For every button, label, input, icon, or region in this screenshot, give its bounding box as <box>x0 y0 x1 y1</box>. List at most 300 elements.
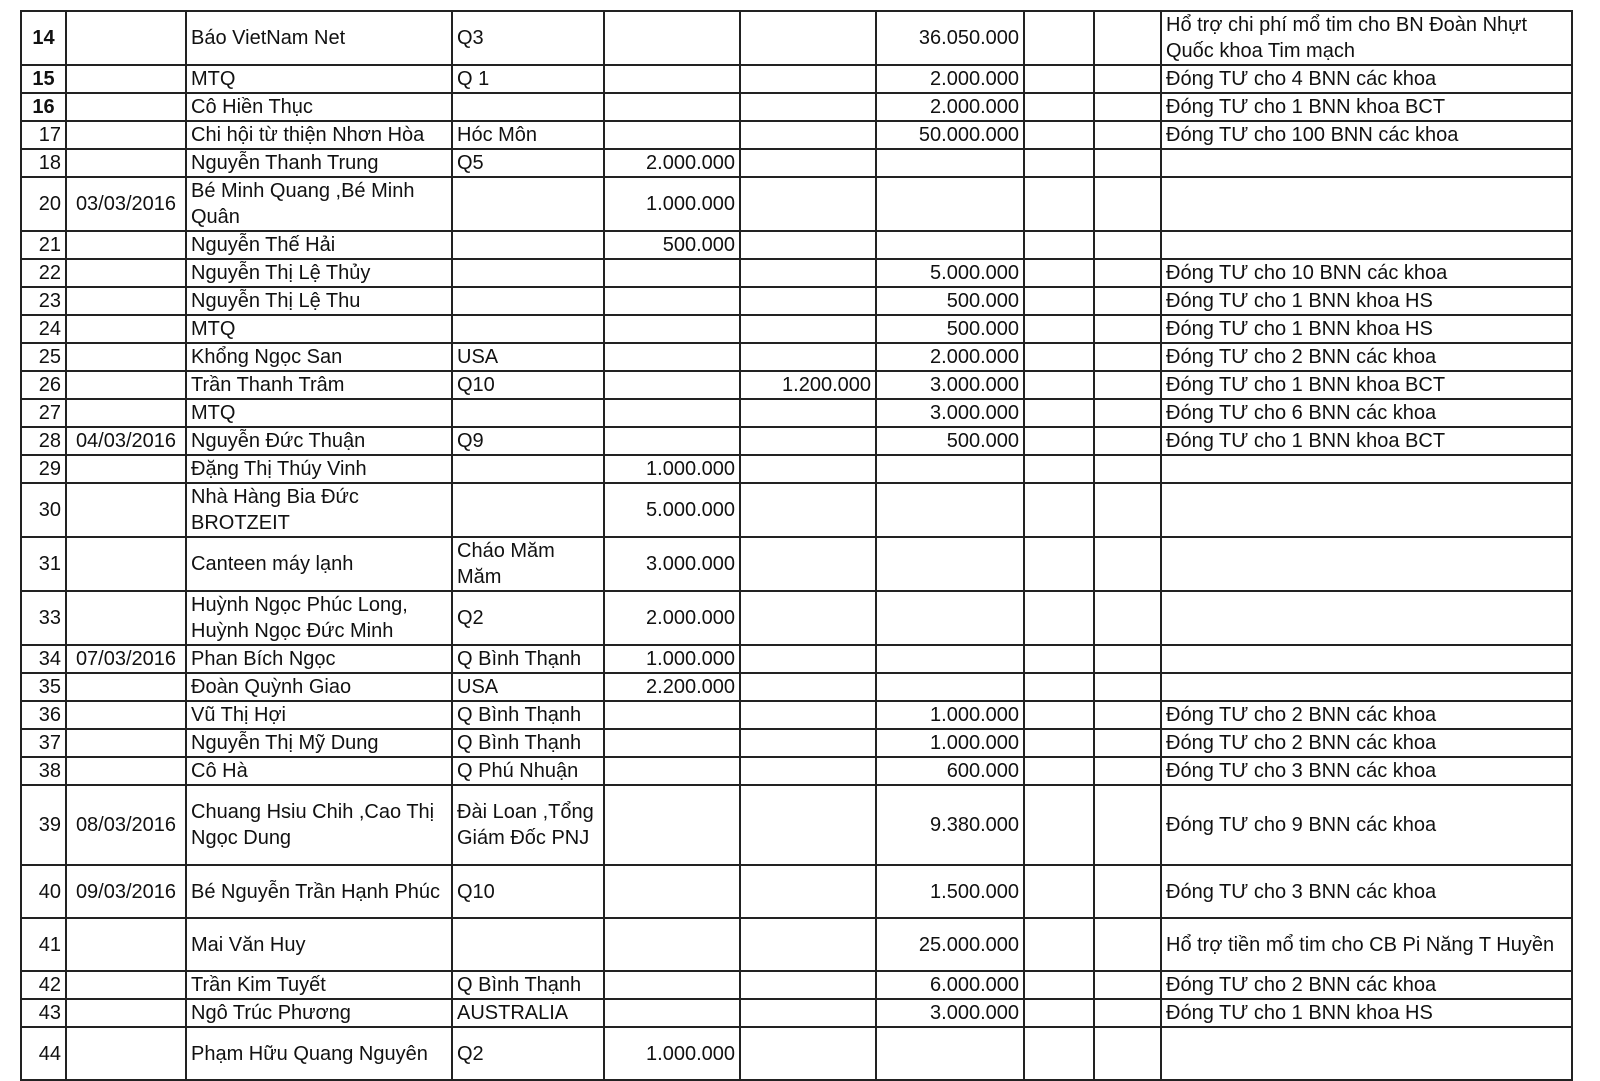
cell-extra-2 <box>1094 287 1161 315</box>
cell-amount-3 <box>876 149 1024 177</box>
cell-date <box>66 971 186 999</box>
table-row <box>21 121 1572 149</box>
table-row <box>21 427 1572 455</box>
cell-amount-2 <box>740 287 876 315</box>
cell-name: Bé Minh Quang ,Bé Minh Quân <box>186 177 452 231</box>
cell-amount-1 <box>604 11 740 65</box>
cell-stt: 22 <box>21 259 66 287</box>
cell-date <box>66 315 186 343</box>
cell-place: AUSTRALIA <box>452 999 604 1027</box>
cell-amount-1 <box>604 121 740 149</box>
cell-stt: 44 <box>21 1027 66 1080</box>
cell-amount-1 <box>604 399 740 427</box>
cell-name: Phạm Hữu Quang Nguyên <box>186 1027 452 1080</box>
cell-extra-2 <box>1094 399 1161 427</box>
cell-stt: 37 <box>21 729 66 757</box>
cell-extra-1 <box>1024 537 1094 591</box>
cell-name: Đặng Thị Thúy Vinh <box>186 455 452 483</box>
cell-amount-1: 1.000.000 <box>604 645 740 673</box>
cell-amount-1: 500.000 <box>604 231 740 259</box>
cell-stt: 36 <box>21 701 66 729</box>
cell-date <box>66 343 186 371</box>
cell-amount-1: 2.000.000 <box>604 591 740 645</box>
cell-note <box>1161 1027 1572 1080</box>
cell-amount-3: 6.000.000 <box>876 971 1024 999</box>
cell-stt: 42 <box>21 971 66 999</box>
cell-name: Nguyễn Thanh Trung <box>186 149 452 177</box>
cell-extra-1 <box>1024 483 1094 537</box>
cell-stt: 26 <box>21 371 66 399</box>
cell-extra-2 <box>1094 865 1161 918</box>
cell-amount-3: 500.000 <box>876 287 1024 315</box>
cell-amount-1 <box>604 785 740 865</box>
cell-amount-3: 2.000.000 <box>876 343 1024 371</box>
table-row <box>21 673 1572 701</box>
cell-extra-2 <box>1094 785 1161 865</box>
cell-amount-2 <box>740 971 876 999</box>
cell-note <box>1161 231 1572 259</box>
cell-amount-3: 9.380.000 <box>876 785 1024 865</box>
cell-note: Đóng TƯ cho 1 BNN khoa BCT <box>1161 427 1572 455</box>
cell-stt: 25 <box>21 343 66 371</box>
cell-extra-2 <box>1094 315 1161 343</box>
cell-amount-3: 1.500.000 <box>876 865 1024 918</box>
cell-date <box>66 591 186 645</box>
cell-amount-2 <box>740 149 876 177</box>
cell-amount-3 <box>876 177 1024 231</box>
cell-note <box>1161 645 1572 673</box>
cell-extra-2 <box>1094 177 1161 231</box>
cell-amount-3: 2.000.000 <box>876 65 1024 93</box>
cell-name: Khổng Ngọc San <box>186 343 452 371</box>
cell-place: USA <box>452 343 604 371</box>
cell-amount-2 <box>740 483 876 537</box>
cell-place <box>452 287 604 315</box>
cell-amount-1 <box>604 93 740 121</box>
cell-name: MTQ <box>186 399 452 427</box>
cell-amount-1: 1.000.000 <box>604 455 740 483</box>
cell-extra-2 <box>1094 729 1161 757</box>
table-row <box>21 371 1572 399</box>
cell-amount-1 <box>604 287 740 315</box>
cell-extra-1 <box>1024 11 1094 65</box>
cell-amount-2 <box>740 999 876 1027</box>
table-row <box>21 537 1572 591</box>
cell-note: Đóng TƯ cho 100 BNN các khoa <box>1161 121 1572 149</box>
cell-extra-2 <box>1094 971 1161 999</box>
cell-name: Nguyễn Thị Lệ Thu <box>186 287 452 315</box>
cell-place: USA <box>452 673 604 701</box>
cell-name: Chuang Hsiu Chih ,Cao Thị Ngọc Dung <box>186 785 452 865</box>
cell-amount-2 <box>740 11 876 65</box>
cell-place: Q 1 <box>452 65 604 93</box>
cell-place: Q Phú Nhuận <box>452 757 604 785</box>
cell-name: Nguyễn Đức Thuận <box>186 427 452 455</box>
cell-place: Q Bình Thạnh <box>452 971 604 999</box>
cell-amount-1: 1.000.000 <box>604 177 740 231</box>
table-row <box>21 93 1572 121</box>
cell-date <box>66 65 186 93</box>
cell-extra-1 <box>1024 918 1094 971</box>
cell-date <box>66 121 186 149</box>
cell-name: Nguyễn Thị Lệ Thủy <box>186 259 452 287</box>
table-row <box>21 785 1572 865</box>
cell-name: Cô Hà <box>186 757 452 785</box>
cell-amount-3 <box>876 1027 1024 1080</box>
cell-place: Q Bình Thạnh <box>452 645 604 673</box>
table-row <box>21 865 1572 918</box>
cell-place: Cháo Măm Măm <box>452 537 604 591</box>
cell-extra-1 <box>1024 231 1094 259</box>
cell-stt: 16 <box>21 93 66 121</box>
table-body <box>21 11 1572 1080</box>
cell-amount-1 <box>604 343 740 371</box>
cell-amount-3 <box>876 231 1024 259</box>
cell-amount-2 <box>740 701 876 729</box>
cell-date: 09/03/2016 <box>66 865 186 918</box>
cell-amount-2 <box>740 673 876 701</box>
cell-amount-1: 3.000.000 <box>604 537 740 591</box>
cell-amount-2 <box>740 399 876 427</box>
cell-note: Đóng TƯ cho 1 BNN khoa HS <box>1161 315 1572 343</box>
cell-stt: 34 <box>21 645 66 673</box>
cell-extra-1 <box>1024 371 1094 399</box>
cell-amount-2 <box>740 591 876 645</box>
cell-stt: 40 <box>21 865 66 918</box>
cell-amount-2 <box>740 231 876 259</box>
cell-note: Đóng TƯ cho 1 BNN khoa BCT <box>1161 93 1572 121</box>
cell-extra-2 <box>1094 673 1161 701</box>
cell-amount-1 <box>604 701 740 729</box>
cell-amount-1: 1.000.000 <box>604 1027 740 1080</box>
cell-amount-2 <box>740 93 876 121</box>
cell-date <box>66 231 186 259</box>
cell-extra-2 <box>1094 93 1161 121</box>
cell-name: Nguyễn Thị Mỹ Dung <box>186 729 452 757</box>
cell-date <box>66 673 186 701</box>
cell-extra-2 <box>1094 149 1161 177</box>
cell-note: Đóng TƯ cho 2 BNN các khoa <box>1161 729 1572 757</box>
cell-stt: 33 <box>21 591 66 645</box>
cell-note <box>1161 177 1572 231</box>
cell-date: 07/03/2016 <box>66 645 186 673</box>
table-row <box>21 177 1572 231</box>
cell-extra-2 <box>1094 757 1161 785</box>
cell-amount-2 <box>740 427 876 455</box>
cell-amount-2 <box>740 645 876 673</box>
cell-note: Đóng TƯ cho 2 BNN các khoa <box>1161 701 1572 729</box>
cell-note <box>1161 483 1572 537</box>
cell-stt: 20 <box>21 177 66 231</box>
cell-amount-3: 500.000 <box>876 315 1024 343</box>
cell-amount-3 <box>876 673 1024 701</box>
cell-place: Đài Loan ,Tổng Giám Đốc PNJ <box>452 785 604 865</box>
cell-note: Đóng TƯ cho 10 BNN các khoa <box>1161 259 1572 287</box>
cell-date <box>66 918 186 971</box>
cell-extra-1 <box>1024 287 1094 315</box>
cell-place <box>452 455 604 483</box>
cell-amount-2 <box>740 757 876 785</box>
cell-note: Đóng TƯ cho 2 BNN các khoa <box>1161 343 1572 371</box>
cell-extra-2 <box>1094 343 1161 371</box>
cell-amount-1 <box>604 757 740 785</box>
cell-place: Q10 <box>452 865 604 918</box>
cell-extra-2 <box>1094 1027 1161 1080</box>
cell-stt: 15 <box>21 65 66 93</box>
cell-stt: 14 <box>21 11 66 65</box>
cell-amount-2: 1.200.000 <box>740 371 876 399</box>
table-row <box>21 591 1572 645</box>
cell-amount-2 <box>740 343 876 371</box>
cell-stt: 23 <box>21 287 66 315</box>
cell-place: Hóc Môn <box>452 121 604 149</box>
cell-extra-2 <box>1094 371 1161 399</box>
table-row <box>21 483 1572 537</box>
cell-note <box>1161 591 1572 645</box>
cell-extra-1 <box>1024 645 1094 673</box>
cell-date <box>66 483 186 537</box>
cell-date: 08/03/2016 <box>66 785 186 865</box>
cell-stt: 41 <box>21 918 66 971</box>
cell-name: Phan Bích Ngọc <box>186 645 452 673</box>
cell-note: Đóng TƯ cho 6 BNN các khoa <box>1161 399 1572 427</box>
cell-date <box>66 1027 186 1080</box>
cell-amount-1 <box>604 65 740 93</box>
cell-note: Hổ trợ tiền mổ tim cho CB Pi Năng T Huyền <box>1161 918 1572 971</box>
cell-extra-1 <box>1024 729 1094 757</box>
cell-note <box>1161 673 1572 701</box>
cell-name: Chi hội từ thiện Nhơn Hòa <box>186 121 452 149</box>
cell-amount-3: 600.000 <box>876 757 1024 785</box>
table-row <box>21 701 1572 729</box>
cell-stt: 38 <box>21 757 66 785</box>
cell-name: Báo VietNam Net <box>186 11 452 65</box>
table-row <box>21 1027 1572 1080</box>
cell-amount-3: 1.000.000 <box>876 729 1024 757</box>
cell-amount-2 <box>740 259 876 287</box>
cell-amount-1: 2.000.000 <box>604 149 740 177</box>
cell-amount-1 <box>604 259 740 287</box>
cell-extra-1 <box>1024 455 1094 483</box>
cell-extra-1 <box>1024 121 1094 149</box>
donation-table <box>20 10 1573 1081</box>
cell-name: Nhà Hàng Bia Đức BROTZEIT <box>186 483 452 537</box>
table-row <box>21 149 1572 177</box>
cell-extra-2 <box>1094 999 1161 1027</box>
cell-note: Đóng TƯ cho 1 BNN khoa HS <box>1161 287 1572 315</box>
cell-place <box>452 918 604 971</box>
cell-note <box>1161 537 1572 591</box>
cell-note: Đóng TƯ cho 3 BNN các khoa <box>1161 757 1572 785</box>
cell-amount-3: 3.000.000 <box>876 371 1024 399</box>
table-row <box>21 11 1572 65</box>
cell-place: Q5 <box>452 149 604 177</box>
cell-extra-1 <box>1024 343 1094 371</box>
cell-stt: 39 <box>21 785 66 865</box>
cell-amount-3: 5.000.000 <box>876 259 1024 287</box>
cell-amount-1 <box>604 315 740 343</box>
cell-stt: 21 <box>21 231 66 259</box>
cell-amount-1 <box>604 865 740 918</box>
cell-date <box>66 729 186 757</box>
table-row <box>21 757 1572 785</box>
cell-extra-2 <box>1094 121 1161 149</box>
cell-note: Đóng TƯ cho 2 BNN các khoa <box>1161 971 1572 999</box>
cell-date <box>66 259 186 287</box>
table-row <box>21 259 1572 287</box>
cell-place <box>452 399 604 427</box>
cell-extra-2 <box>1094 701 1161 729</box>
cell-note: Đóng TƯ cho 3 BNN các khoa <box>1161 865 1572 918</box>
cell-date <box>66 537 186 591</box>
cell-extra-1 <box>1024 315 1094 343</box>
cell-amount-3: 1.000.000 <box>876 701 1024 729</box>
cell-amount-2 <box>740 65 876 93</box>
cell-amount-3: 500.000 <box>876 427 1024 455</box>
cell-amount-1 <box>604 427 740 455</box>
cell-date <box>66 93 186 121</box>
cell-name: Ngô Trúc Phương <box>186 999 452 1027</box>
cell-note: Đóng TƯ cho 9 BNN các khoa <box>1161 785 1572 865</box>
cell-stt: 18 <box>21 149 66 177</box>
cell-stt: 31 <box>21 537 66 591</box>
cell-extra-2 <box>1094 483 1161 537</box>
cell-name: Canteen máy lạnh <box>186 537 452 591</box>
cell-amount-3: 3.000.000 <box>876 399 1024 427</box>
cell-stt: 35 <box>21 673 66 701</box>
cell-extra-2 <box>1094 65 1161 93</box>
cell-extra-1 <box>1024 1027 1094 1080</box>
table-row <box>21 918 1572 971</box>
cell-name: Trần Thanh Trâm <box>186 371 452 399</box>
cell-amount-1: 2.200.000 <box>604 673 740 701</box>
cell-note: Đóng TƯ cho 4 BNN các khoa <box>1161 65 1572 93</box>
cell-date <box>66 371 186 399</box>
cell-place <box>452 259 604 287</box>
cell-extra-1 <box>1024 65 1094 93</box>
cell-amount-3 <box>876 537 1024 591</box>
cell-name: Đoàn Quỳnh Giao <box>186 673 452 701</box>
cell-stt: 30 <box>21 483 66 537</box>
cell-amount-3: 36.050.000 <box>876 11 1024 65</box>
cell-name: MTQ <box>186 65 452 93</box>
cell-date: 03/03/2016 <box>66 177 186 231</box>
table-row <box>21 231 1572 259</box>
cell-amount-2 <box>740 315 876 343</box>
cell-amount-2 <box>740 121 876 149</box>
cell-amount-3: 2.000.000 <box>876 93 1024 121</box>
cell-note <box>1161 149 1572 177</box>
cell-place: Q9 <box>452 427 604 455</box>
cell-extra-1 <box>1024 149 1094 177</box>
cell-date <box>66 757 186 785</box>
cell-amount-2 <box>740 785 876 865</box>
cell-place <box>452 231 604 259</box>
table-row <box>21 999 1572 1027</box>
cell-place: Q2 <box>452 1027 604 1080</box>
cell-note: Đóng TƯ cho 1 BNN khoa BCT <box>1161 371 1572 399</box>
cell-extra-2 <box>1094 231 1161 259</box>
cell-amount-1 <box>604 371 740 399</box>
cell-extra-2 <box>1094 645 1161 673</box>
cell-amount-2 <box>740 1027 876 1080</box>
cell-amount-1 <box>604 729 740 757</box>
cell-extra-1 <box>1024 399 1094 427</box>
cell-name: Nguyễn Thế Hải <box>186 231 452 259</box>
cell-amount-3 <box>876 645 1024 673</box>
cell-amount-3 <box>876 483 1024 537</box>
cell-place <box>452 93 604 121</box>
cell-extra-1 <box>1024 757 1094 785</box>
cell-amount-3: 50.000.000 <box>876 121 1024 149</box>
cell-extra-1 <box>1024 971 1094 999</box>
cell-extra-2 <box>1094 918 1161 971</box>
cell-extra-2 <box>1094 11 1161 65</box>
cell-name: MTQ <box>186 315 452 343</box>
cell-amount-1 <box>604 999 740 1027</box>
cell-place: Q Bình Thạnh <box>452 701 604 729</box>
cell-date <box>66 287 186 315</box>
cell-extra-1 <box>1024 999 1094 1027</box>
cell-extra-1 <box>1024 93 1094 121</box>
cell-name: Bé Nguyễn Trần Hạnh Phúc <box>186 865 452 918</box>
cell-place <box>452 483 604 537</box>
table-row <box>21 645 1572 673</box>
cell-extra-1 <box>1024 591 1094 645</box>
table-row <box>21 729 1572 757</box>
cell-date <box>66 701 186 729</box>
cell-stt: 27 <box>21 399 66 427</box>
cell-date: 04/03/2016 <box>66 427 186 455</box>
cell-extra-1 <box>1024 865 1094 918</box>
cell-amount-2 <box>740 729 876 757</box>
cell-note <box>1161 455 1572 483</box>
cell-name: Cô Hiền Thục <box>186 93 452 121</box>
cell-place: Q2 <box>452 591 604 645</box>
cell-place: Q3 <box>452 11 604 65</box>
cell-place: Q10 <box>452 371 604 399</box>
cell-amount-3 <box>876 591 1024 645</box>
cell-note: Đóng TƯ cho 1 BNN khoa HS <box>1161 999 1572 1027</box>
cell-name: Mai Văn Huy <box>186 918 452 971</box>
cell-extra-1 <box>1024 259 1094 287</box>
cell-extra-1 <box>1024 701 1094 729</box>
cell-amount-2 <box>740 865 876 918</box>
cell-amount-3 <box>876 455 1024 483</box>
cell-extra-1 <box>1024 785 1094 865</box>
cell-extra-1 <box>1024 673 1094 701</box>
cell-stt: 28 <box>21 427 66 455</box>
cell-amount-3: 25.000.000 <box>876 918 1024 971</box>
table-row <box>21 343 1572 371</box>
cell-date <box>66 999 186 1027</box>
cell-name: Huỳnh Ngọc Phúc Long, Huỳnh Ngọc Đức Minh <box>186 591 452 645</box>
cell-extra-2 <box>1094 427 1161 455</box>
cell-stt: 17 <box>21 121 66 149</box>
cell-amount-2 <box>740 177 876 231</box>
cell-amount-2 <box>740 918 876 971</box>
table-row <box>21 65 1572 93</box>
cell-extra-2 <box>1094 591 1161 645</box>
cell-date <box>66 455 186 483</box>
cell-extra-2 <box>1094 259 1161 287</box>
cell-stt: 29 <box>21 455 66 483</box>
cell-name: Trần Kim Tuyết <box>186 971 452 999</box>
cell-stt: 43 <box>21 999 66 1027</box>
cell-note: Hổ trợ chi phí mổ tim cho BN Đoàn Nhựt Quốc khoa Tim mạch <box>1161 11 1572 65</box>
cell-amount-2 <box>740 455 876 483</box>
cell-date <box>66 399 186 427</box>
